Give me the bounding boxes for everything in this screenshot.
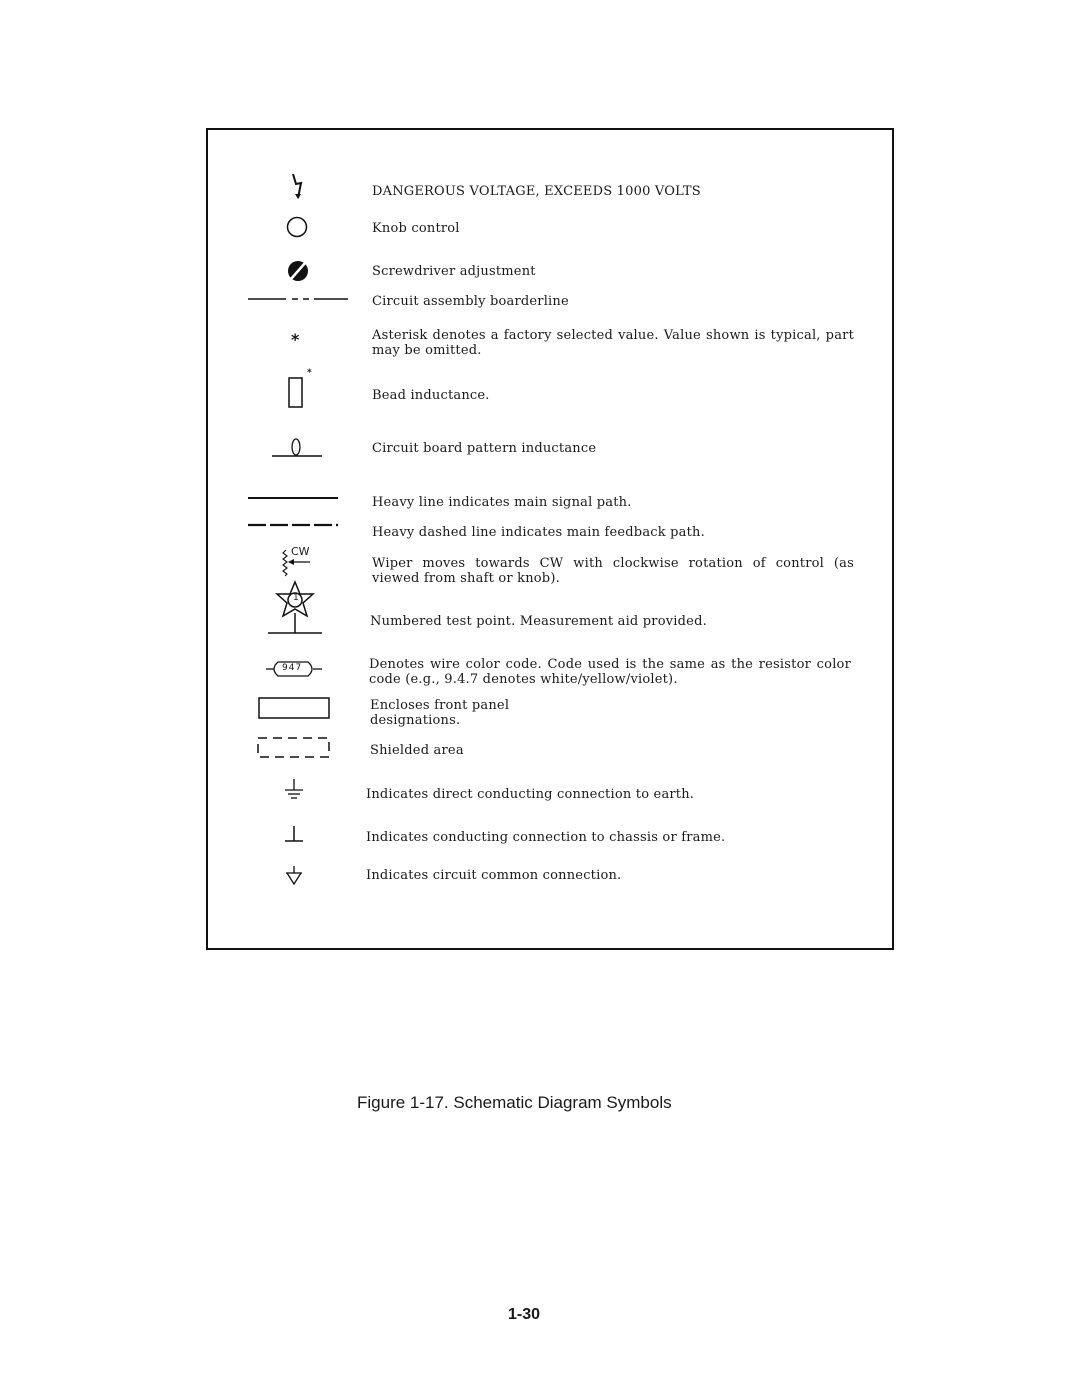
page-number: 1-30 [508,1306,541,1323]
legend-text-shielded: Shielded area [370,743,464,758]
legend-text-front-panel: Encloses front panel designations. [370,698,510,728]
heavy-dashed-line-icon [248,521,338,529]
test-point-number: 1 [293,593,299,603]
legend-text-dangerous-voltage: DANGEROUS VOLTAGE, EXCEEDS 1000 VOLTS [372,184,701,199]
screwdriver-slot-icon [287,260,309,282]
legend-text-bead: Bead inductance. [372,388,490,403]
chassis-ground-icon [283,826,305,844]
legend-text-asterisk: Asterisk denotes a factory selected value. Value shown is typical, part may be omitted. [372,328,854,358]
legend-text-chassis: Indicates conducting connection to chassis or frame. [366,830,726,845]
pattern-inductor-icon [272,436,322,460]
test-point-star-icon [268,580,322,636]
front-panel-box-icon [258,697,330,719]
knob-circle-icon [286,216,308,238]
bead-inductor-icon [288,372,304,408]
heavy-line-icon [248,494,338,502]
lightning-bolt-icon [288,172,308,200]
dash-line-icon [248,294,348,304]
legend-text-heavy-dashed: Heavy dashed line indicates main feedback path. [372,525,705,540]
earth-ground-icon [283,779,305,803]
wire-code-label: 947 [282,663,303,673]
legend-text-screwdriver: Screwdriver adjustment [372,264,536,279]
asterisk-icon: * [291,330,300,349]
figure-caption: Figure 1-17. Schematic Diagram Symbols [357,1093,672,1112]
legend-text-wiper: Wiper moves towards CW with clockwise rotation of control (as viewed from shaft or knob). [372,556,854,586]
legend-text-heavy-line: Heavy line indicates main signal path. [372,495,632,510]
legend-text-test-point: Numbered test point. Measurement aid provided. [370,614,707,629]
shielded-area-icon [257,736,331,760]
cw-label: CW [291,545,310,558]
bead-asterisk-label: * [307,368,312,378]
legend-text-common: Indicates circuit common connection. [366,868,622,883]
legend-text-pattern-inductance: Circuit board pattern inductance [372,441,597,456]
legend-text-earth: Indicates direct conducting connection to earth. [366,787,695,802]
legend-text-knob-control: Knob control [372,221,460,236]
circuit-common-icon [284,866,304,886]
legend-text-borderline: Circuit assembly boarderline [372,294,569,309]
legend-text-wire-color: Denotes wire color code. Code used is the same as the resistor color code (e.g., 9.4.7 denotes white/yellow/violet). [369,657,851,687]
